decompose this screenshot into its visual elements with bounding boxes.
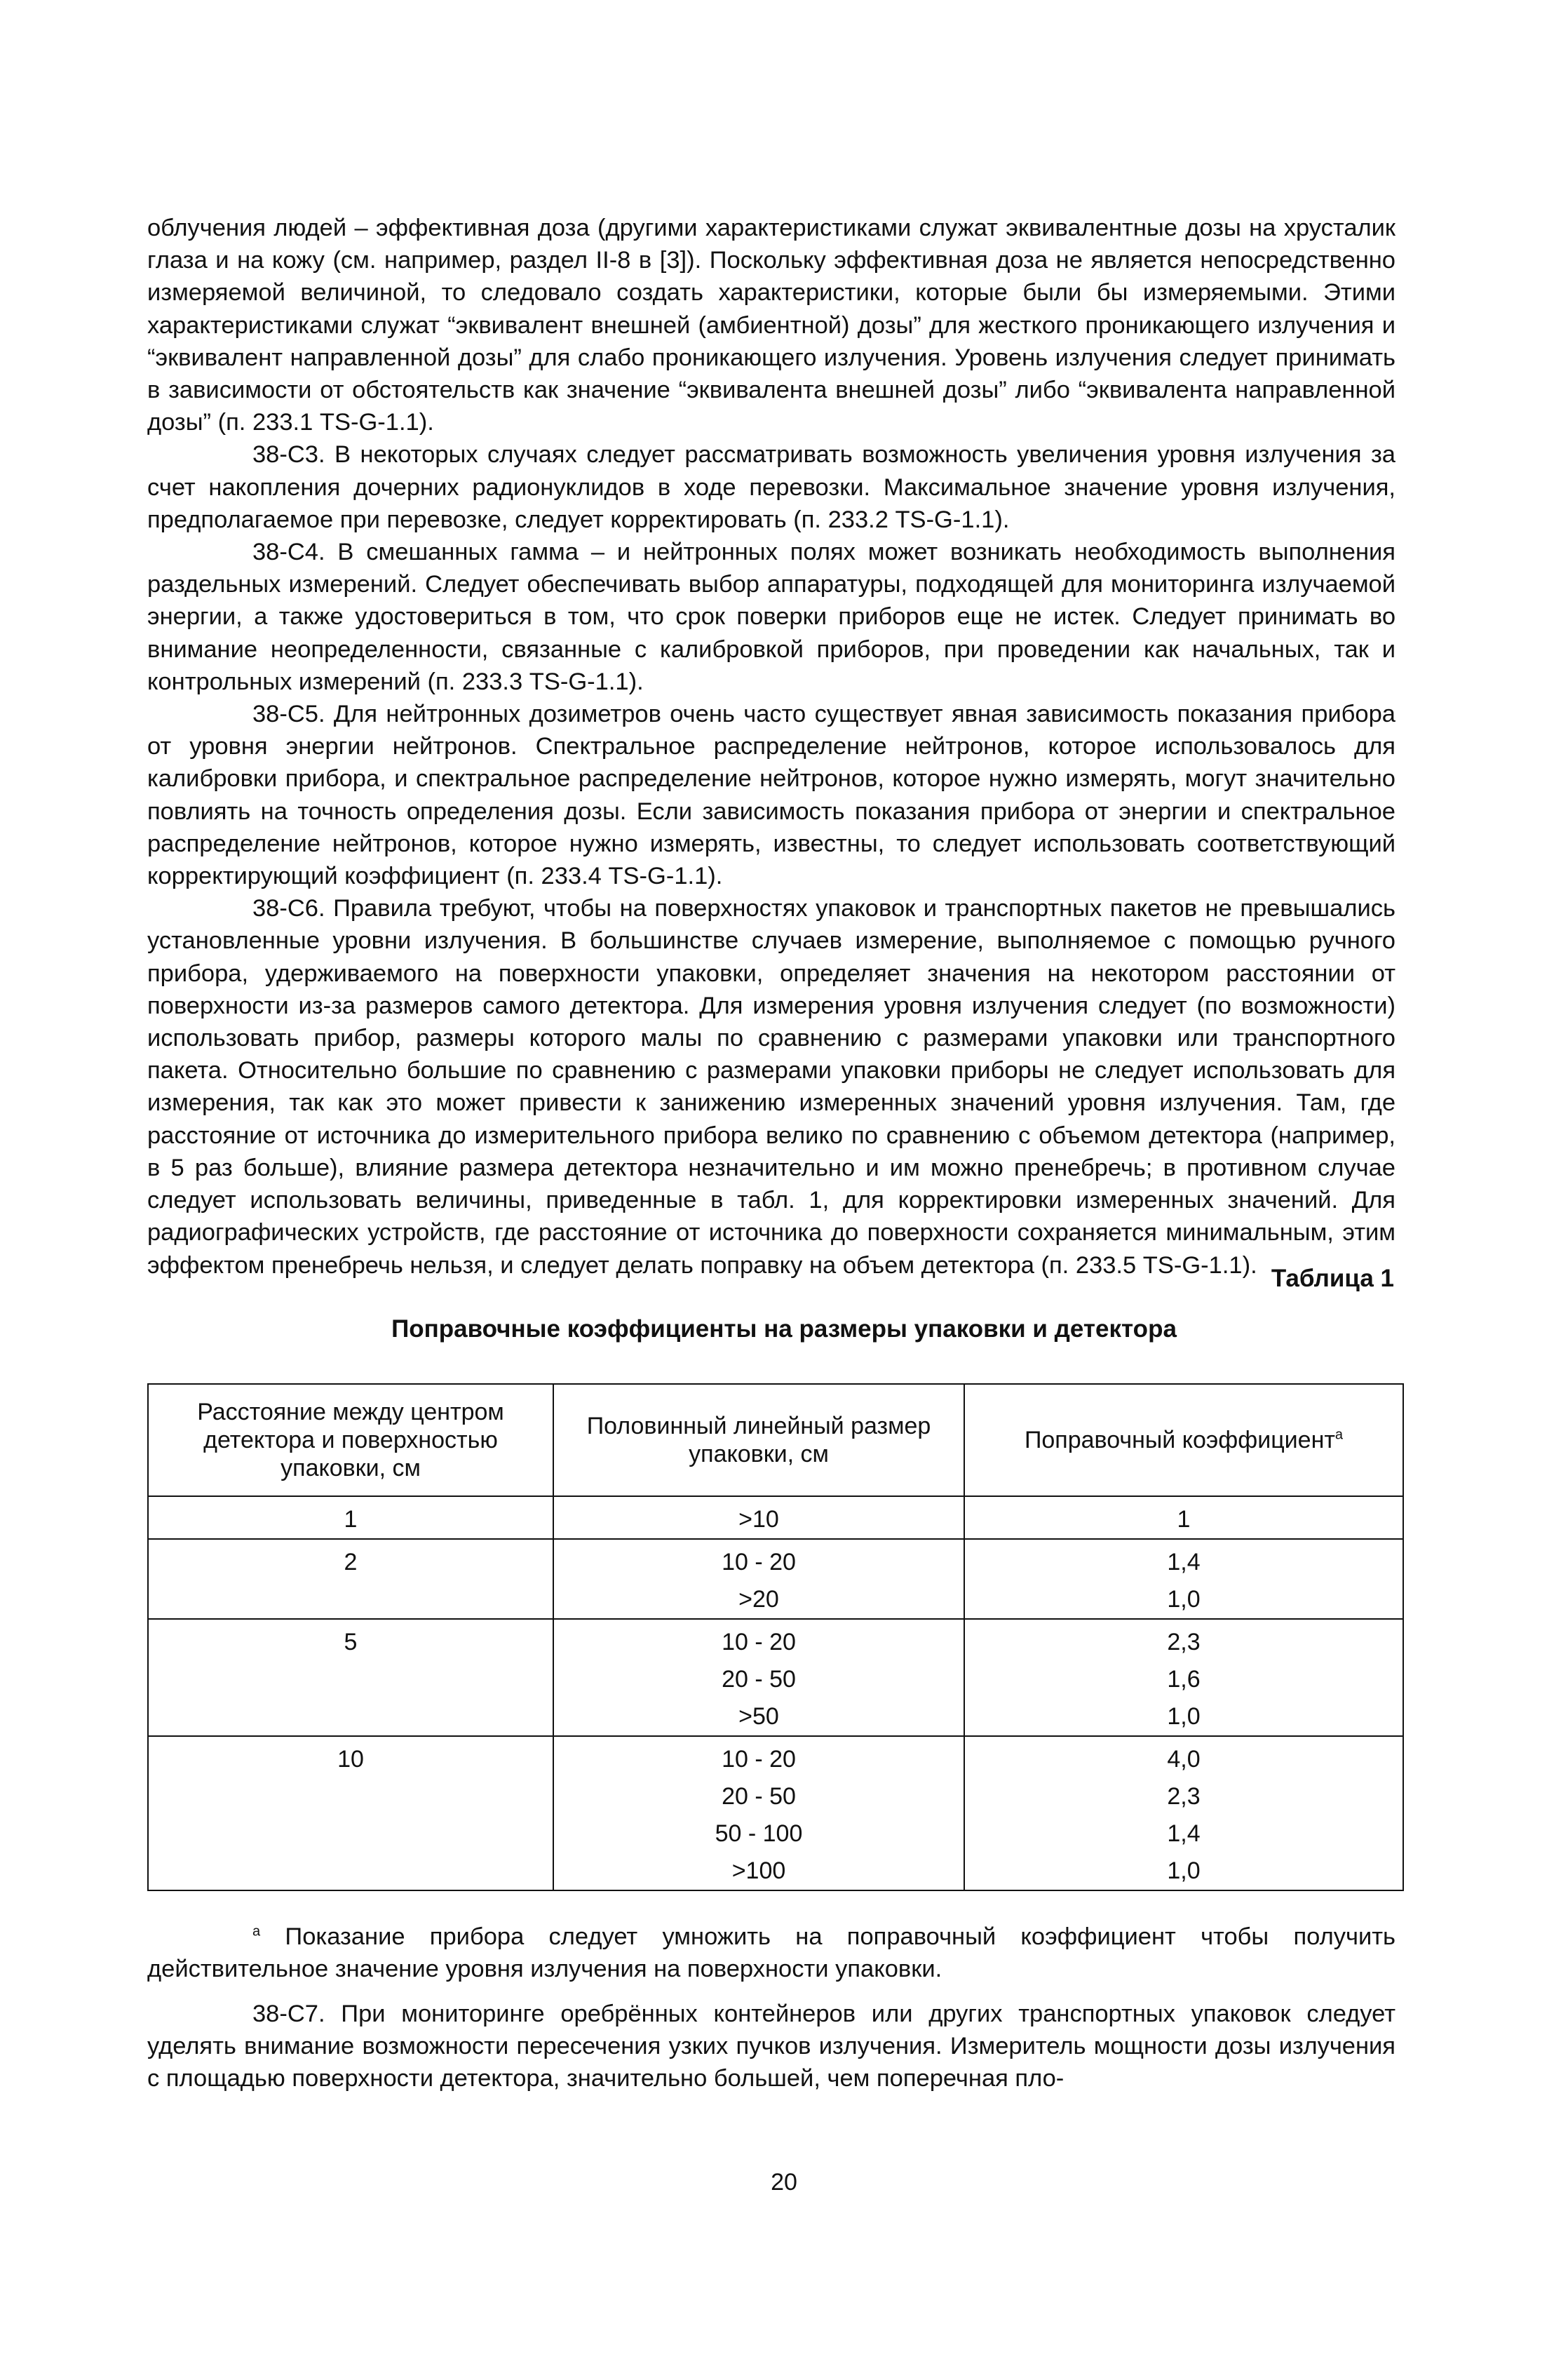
paragraph-38-c4: 38-C4. В смешанных гамма – и нейтронных полях может возникать необходимость выполнения раздельных измерений. Следует обеспечивать выбор аппаратуры, подходящей для мониторинга излучаемой энергии, а также удостовериться в том, что срок поверки приборов еще не истек. Следует принимать во внимание неопределенности, связанные с калибровкой приборов, при проведении как начальных, так и контрольных измерений (п. 233.3 TS-G-1.1). [147, 539, 1395, 695]
table-footnote [147, 1921, 1395, 1985]
table-row [148, 1539, 1403, 1619]
page-number: 20 [771, 2169, 797, 2196]
cell-factors: 1,4 1,0 [964, 1539, 1403, 1619]
paragraph-38-c7: 38-C7. При мониторинге оребрённых контейнеров или других транспортных упаковок следует уделять внимание возможности пересечения узких пучков излучения. Измеритель мощности дозы излучения с площадью поверхности детектора, значительно большей, чем поперечная пло- [147, 2001, 1395, 2092]
table-row [148, 1496, 1403, 1539]
correction-factors-table [147, 1383, 1404, 1891]
cell-factors: 1 [964, 1496, 1403, 1539]
cell-factors: 2,3 1,6 1,0 [964, 1619, 1403, 1736]
table-caption: Поправочные коэффициенты на размеры упаковки и детектора [391, 1315, 1177, 1343]
cell-sizes: 10 - 20 20 - 50 50 - 100 >100 [553, 1736, 964, 1890]
footnote-text: Показание прибора следует умножить на поправочный коэффициент чтобы получить действительное значение уровня излучения на поверхности упаковки. [147, 1923, 1395, 1983]
footnote-mark: a [252, 1923, 261, 1940]
cell-sizes: >10 [553, 1496, 964, 1539]
paragraph-continuation: облучения людей – эффективная доза (другими характеристиками служат эквивалентные дозы на хрусталик глаза и на кожу (см. например, раздел II-8 в [3]). Поскольку эффективная доза не является непосредственно измеряемой величиной, то следовало создать характеристики, которые были бы измеряемыми. Этими характеристиками служат “эквивалент внешней (амбиентной) дозы” для жесткого проникающего излучения и “эквивалент направленной дозы” для слабо проникающего излучения. Уровень излучения следует принимать в зависимости от обстоятельств как значение “эквивалента внешней дозы” либо “эквивалента направленной дозы” (п. 233.1 TS-G-1.1). [147, 215, 1395, 436]
table-row [148, 1619, 1403, 1736]
cell-distance: 1 [148, 1496, 553, 1539]
paragraph-38-c6: 38-C6. Правила требуют, чтобы на поверхностях упаковок и транспортных пакетов не превышались установленные уровни излучения. В большинстве случаев измерение, выполняемое с помощью ручного прибора, удерживаемого на поверхности упаковки, определяет значения на некотором расстоянии от поверхности из-за размеров самого детектора. Для измерения уровня излучения следует (по возможности) использовать прибор, размеры которого малы по сравнению с размерами упаковки или транспортного пакета. Относительно большие по сравнению с размерами упаковки приборы не следует использовать для измерения, так как это может привести к занижению измеренных значений уровня излучения. Там, где расстояние от источника до измерительного прибора велико по сравнению с объемом детектора (например, в 5 раз больше), влияние размера детектора незначительно и им можно пренебречь; в противном случае следует использовать величины, приведенные в табл. 1, для корректировки измеренных значений. Для радиографических устройств, где расстояние от источника до поверхности сохраняется минимальным, этим эффектом пренебречь нельзя, и следует делать поправку на объем детектора (п. 233.5 TS-G-1.1). [147, 895, 1395, 1279]
body-text-bottom [147, 1998, 1395, 2095]
cell-distance: 5 [148, 1619, 553, 1736]
header-distance: Расстояние между центром детектора и поверхностью упаковки, см [148, 1384, 553, 1496]
footnote-marker: a [1334, 1427, 1344, 1443]
cell-sizes: 10 - 20 >20 [553, 1539, 964, 1619]
table-row [148, 1736, 1403, 1890]
paragraph-38-c3: 38-C3. В некоторых случаях следует рассматривать возможность увеличения уровня излучения за счет накопления дочерних радионуклидов в ходе перевозки. Максимальное значение уровня излучения, предполагаемое при перевозке, следует корректировать (п. 233.2 TS-G-1.1). [147, 441, 1395, 533]
cell-sizes: 10 - 20 20 - 50 >50 [553, 1619, 964, 1736]
cell-factors: 4,0 2,3 1,4 1,0 [964, 1736, 1403, 1890]
header-half-size: Половинный линейный размер упаковки, см [553, 1384, 964, 1496]
paragraph-38-c5: 38-C5. Для нейтронных дозиметров очень часто существует явная зависимость показания прибора от уровня энергии нейтронов. Спектральное распределение нейтронов, которое использовалось для калибровки прибора, и спектральное распределение нейтронов, которое нужно измерять, могут значительно повлиять на точность определения дозы. Если зависимость показания прибора от энергии и спектральное распределение нейтронов, которое нужно измерять, известны, то следует использовать соответствующий корректирующий коэффициент (п. 233.4 TS-G-1.1). [147, 701, 1395, 890]
cell-distance: 10 [148, 1736, 553, 1890]
body-text-top [147, 212, 1395, 1282]
table-header-row [148, 1384, 1403, 1496]
header-correction-factor: Поправочный коэффициент$^a$ [964, 1384, 1403, 1496]
cell-distance: 2 [148, 1539, 553, 1619]
table-label: Таблица 1 [1271, 1265, 1394, 1292]
